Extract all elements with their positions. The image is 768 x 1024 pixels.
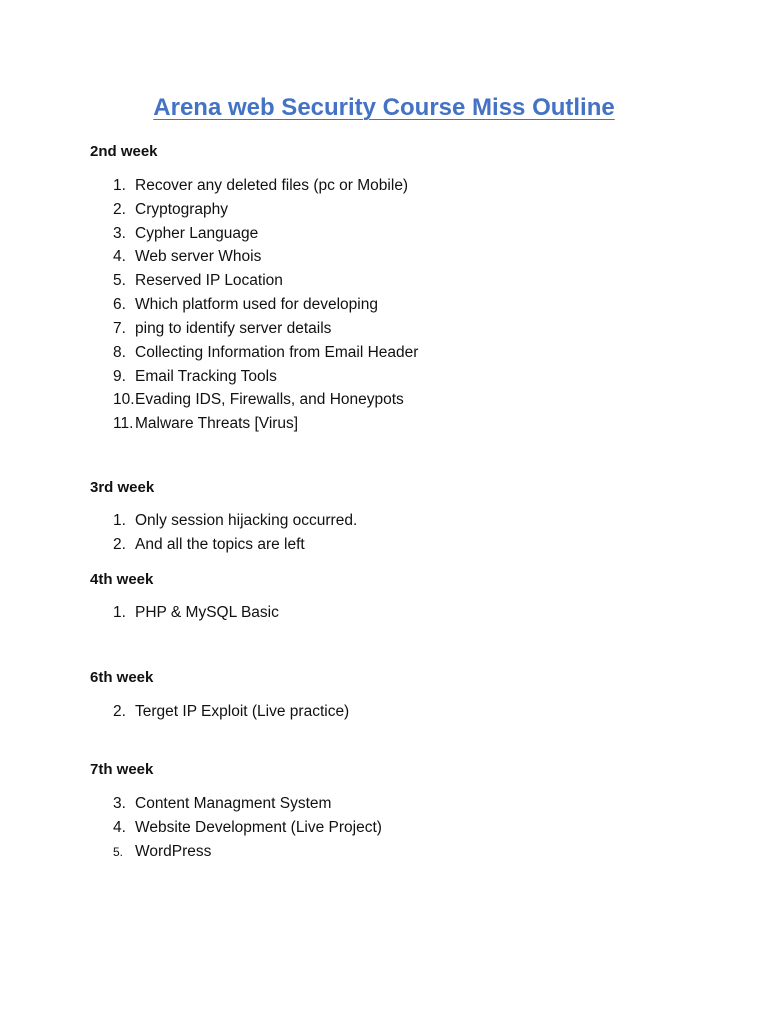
section-heading-4th-week: 4th week [90,571,154,588]
list-item-text: Cryptography [135,201,229,218]
list-item [113,841,211,863]
list-item-number: 6. [113,296,126,313]
list-item [113,510,357,532]
list-item [113,294,378,316]
list-item-text: Malware Threats [Virus] [135,415,299,432]
list-item-text: WordPress [135,843,212,860]
list-item [113,602,279,624]
list-item-text: Website Development (Live Project) [135,819,382,836]
list-item-text: PHP & MySQL Basic [135,604,279,621]
list-item-number: 2. [113,201,126,218]
list-item [113,270,283,292]
list-item [113,817,382,839]
list-item-number: 4. [113,819,126,836]
list-item [113,199,228,221]
list-item-text: And all the topics are left [135,536,305,553]
list-item-number: 1. [113,604,126,621]
list-item-number: 10. [113,391,135,408]
list-item-text: Which platform used for developing [135,296,378,313]
list-item-number: 1. [113,512,126,529]
section-heading-7th-week: 7th week [90,761,154,778]
list-item-number: 8. [113,344,126,361]
section-heading-3rd-week: 3rd week [90,479,155,496]
list-item [113,175,408,197]
list-item-number: 4. [113,248,126,265]
list-item-number: 5. [113,272,126,289]
list-item-text: Only session hijacking occurred. [135,512,358,529]
list-item-text: Web server Whois [135,248,262,265]
document-title: Arena web Security Course Miss Outline [153,94,615,121]
list-item [113,389,404,411]
section-heading-2nd-week: 2nd week [90,143,158,160]
list-item-number: 2. [113,536,126,553]
list-item [113,701,349,723]
list-item [113,246,261,268]
list-item [113,223,258,245]
list-item-number: 1. [113,177,126,194]
list-item-text: Content Managment System [135,795,332,812]
list-item [113,342,418,364]
list-item [113,413,298,435]
list-item [113,793,331,815]
list-item-number: 9. [113,368,126,385]
list-item-text: ping to identify server details [135,320,332,337]
list-item-text: Cypher Language [135,225,259,242]
list-item-number: 2. [113,703,126,720]
list-item-text: Collecting Information from Email Header [135,344,419,361]
list-item-text: Reserved IP Location [135,272,283,289]
list-item-number: 3. [113,225,126,242]
list-item-text: Email Tracking Tools [135,368,277,385]
list-item-number: 7. [113,320,126,337]
section-heading-6th-week: 6th week [90,669,154,686]
list-item [113,366,277,388]
list-item-number: 11. [113,415,134,432]
list-item-text: Terget IP Exploit (Live practice) [135,703,350,720]
list-item-text: Evading IDS, Firewalls, and Honeypots [135,391,404,408]
list-item-text: Recover any deleted files (pc or Mobile) [135,177,409,194]
list-item [113,318,331,340]
list-item-number: 5. [113,845,124,859]
list-item [113,534,305,556]
list-item-number: 3. [113,795,126,812]
